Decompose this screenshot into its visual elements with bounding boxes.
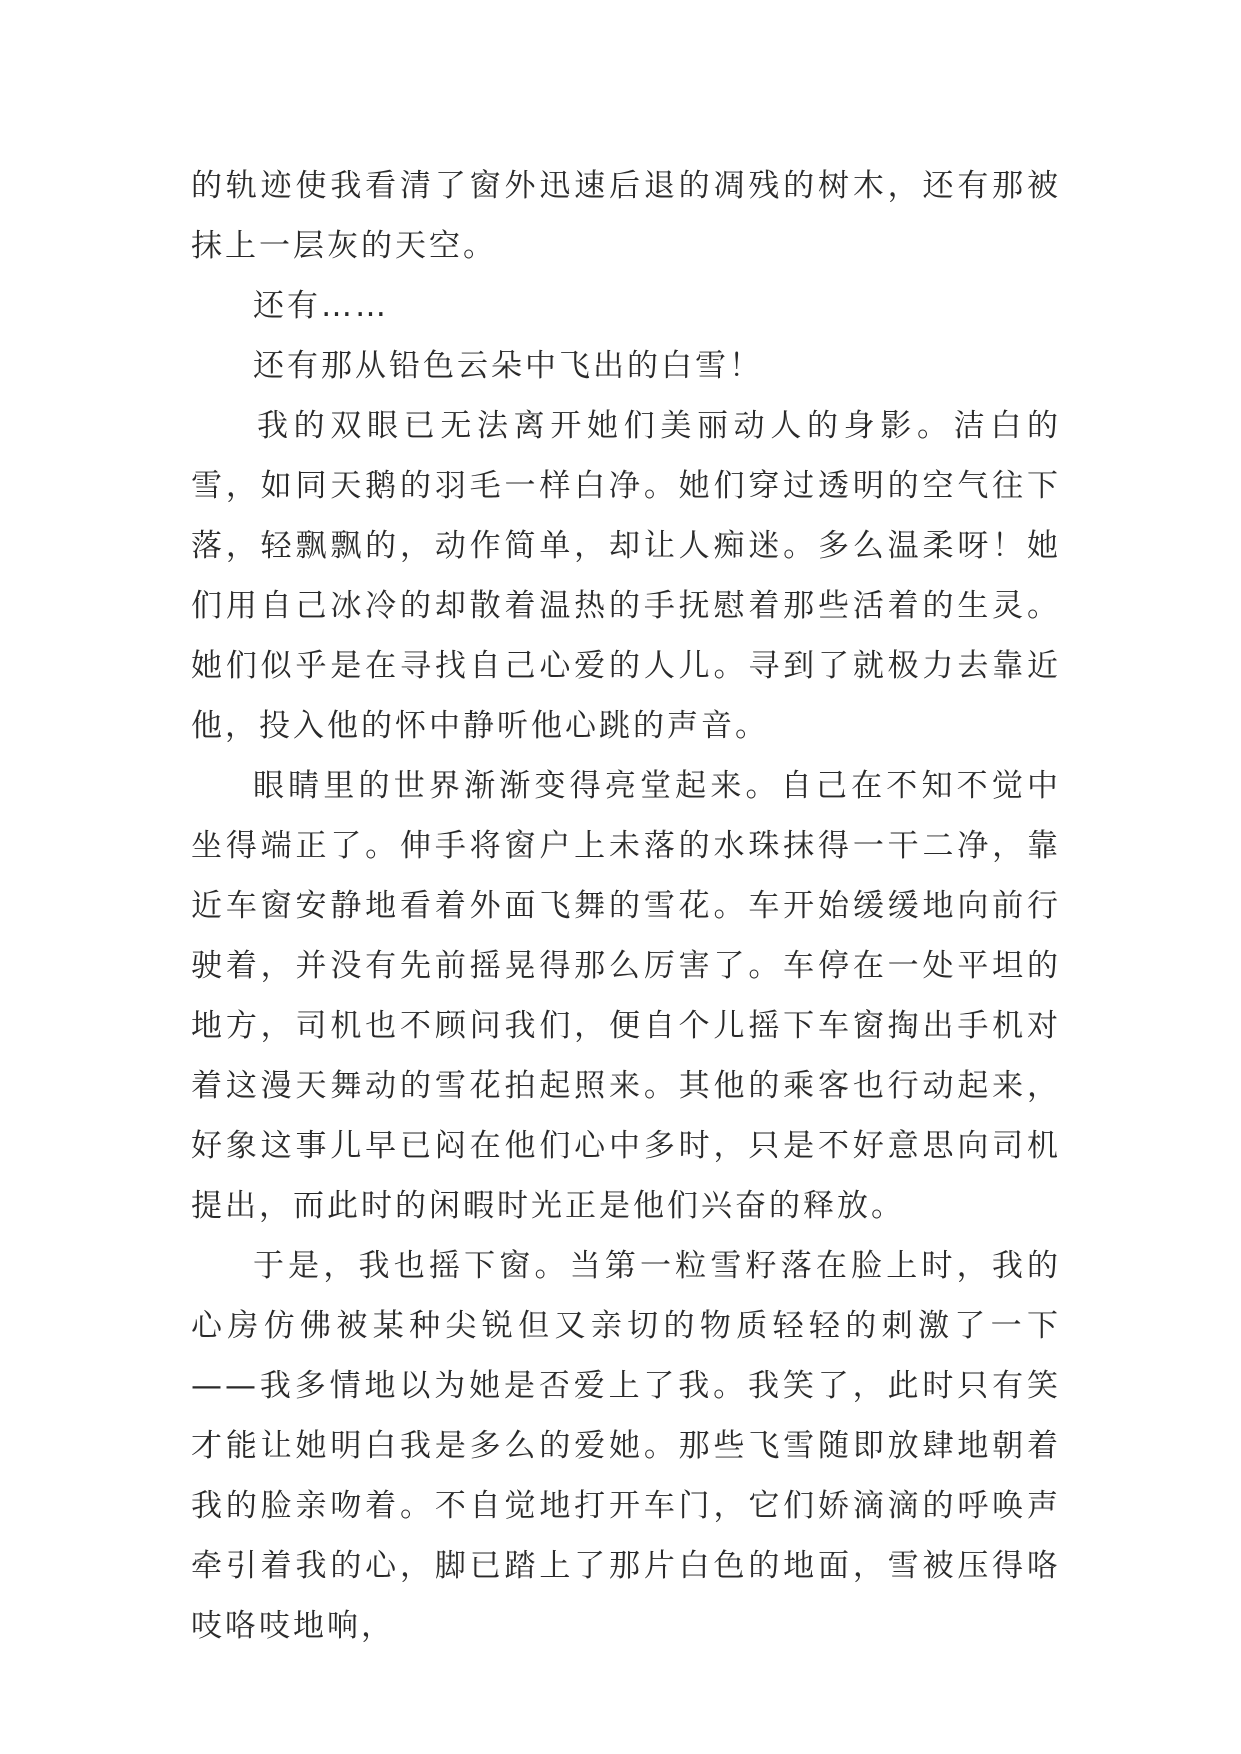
body-text [191, 156, 1061, 1656]
paragraph-6: 于是，我也摇下窗。当第一粒雪籽落在脸上时，我的心房仿佛被某种尖锐但又亲切的物质轻轻的刺激了一下——我多情地以为她是否爱上了我。我笑了，此时只有笑才能让她明白我是多么的爱她。那些飞雪随即放肆地朝着我的脸亲吻着。不自觉地打开车门，它们娇滴滴的呼唤声牵引着我的心，脚已踏上了那片白色的地面，雪被压得咯吱咯吱地响， [191, 1248, 1061, 1644]
paragraph-2: 还有…… [253, 288, 389, 324]
paragraph-3: 还有那从铅色云朵中飞出的白雪！ [253, 348, 763, 384]
paragraph-1: 的轨迹使我看清了窗外迅速后退的凋残的树木，还有那被抹上一层灰的天空。 [191, 168, 1061, 264]
paragraph-4: 我的双眼已无法离开她们美丽动人的身影。洁白的雪，如同天鹅的羽毛一样白净。她们穿过透明的空气往下落，轻飘飘的，动作简单，却让人痴迷。多么温柔呀！她们用自己冰冷的却散着温热的手抚慰着那些活着的生灵。她们似乎是在寻找自己心爱的人儿。寻到了就极力去靠近他，投入他的怀中静听他心跳的声音。 [191, 408, 1061, 744]
paragraph-5: 眼睛里的世界渐渐变得亮堂起来。自己在不知不觉中坐得端正了。伸手将窗户上未落的水珠抹得一干二净，靠近车窗安静地看着外面飞舞的雪花。车开始缓缓地向前行驶着，并没有先前摇晃得那么厉害了。车停在一处平坦的地方，司机也不顾问我们，便自个儿摇下车窗掏出手机对着这漫天舞动的雪花拍起照来。其他的乘客也行动起来，好象这事儿早已闷在他们心中多时，只是不好意思向司机提出，而此时的闲暇时光正是他们兴奋的释放。 [191, 768, 1061, 1224]
